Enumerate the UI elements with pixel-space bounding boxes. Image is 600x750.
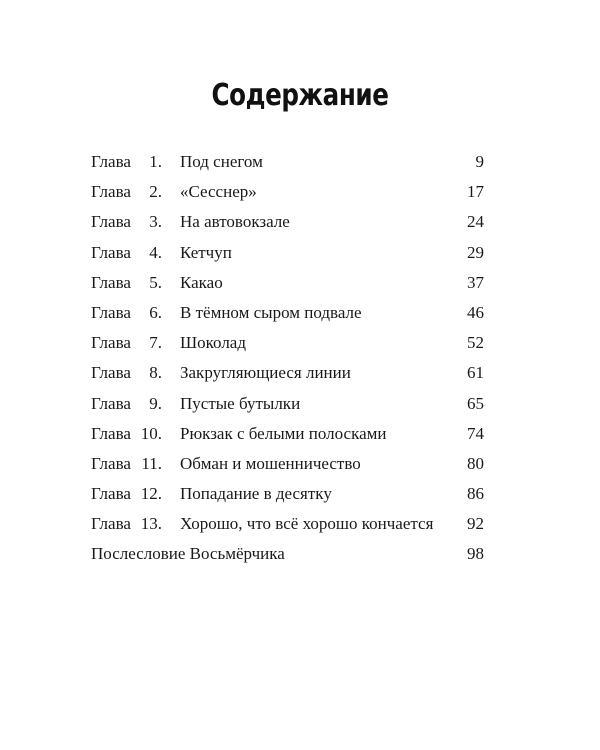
page-number: 9 xyxy=(475,152,484,171)
page-number: 86 xyxy=(467,484,484,504)
chapter-label: Глава xyxy=(91,484,131,504)
chapter-number: 13. xyxy=(140,514,162,534)
page-number: 74 xyxy=(467,423,484,443)
chapter-label: Глава xyxy=(91,514,131,534)
page-number: 80 xyxy=(467,453,484,473)
chapter-title: Пустые бутылки xyxy=(180,393,301,413)
chapter-title: Какао xyxy=(180,272,223,292)
chapter-number: 11. xyxy=(141,453,162,473)
chapter-label: Глава xyxy=(91,302,131,322)
chapter-title: Под снегом xyxy=(180,152,263,171)
toc-entry-7[interactable] xyxy=(91,331,484,361)
toc-entry-1[interactable] xyxy=(91,150,484,180)
toc-entry-12[interactable] xyxy=(91,482,484,512)
page-title: Содержание xyxy=(211,78,389,113)
chapter-number: 6. xyxy=(149,302,162,322)
page-number: 52 xyxy=(467,333,484,353)
chapter-title: Попадание в десятку xyxy=(180,484,332,504)
table-of-contents xyxy=(91,150,484,573)
chapter-label: Глава xyxy=(91,242,131,262)
chapter-label: Глава xyxy=(91,182,131,202)
toc-entry-4[interactable] xyxy=(91,241,484,271)
chapter-number: 10. xyxy=(140,423,162,443)
chapter-title: Закругляющиеся линии xyxy=(180,363,351,383)
chapter-label: Глава xyxy=(91,272,131,292)
toc-entry-9[interactable] xyxy=(91,392,484,422)
chapter-number: 7. xyxy=(149,333,162,353)
chapter-number: 1. xyxy=(149,152,162,171)
chapter-number: 5. xyxy=(149,272,162,292)
page-number: 92 xyxy=(467,514,484,534)
chapter-label: Глава xyxy=(91,333,131,353)
page-number: 24 xyxy=(467,212,484,232)
toc-entry-11[interactable] xyxy=(91,452,484,482)
chapter-title: Хорошо, что всё хорошо кончается xyxy=(180,514,434,534)
toc-entry-10[interactable] xyxy=(91,422,484,452)
toc-entry-afterword[interactable] xyxy=(91,542,484,572)
chapter-label: Глава xyxy=(91,393,131,413)
chapter-title: На автовокзале xyxy=(180,212,290,232)
chapter-number: 12. xyxy=(140,484,162,504)
chapter-number: 3. xyxy=(149,212,162,232)
chapter-number: 8. xyxy=(149,363,162,383)
toc-entry-3[interactable] xyxy=(91,210,484,240)
page-number: 65 xyxy=(467,393,484,413)
page-number: 61 xyxy=(467,363,484,383)
toc-entry-13[interactable] xyxy=(91,512,484,542)
toc-entry-6[interactable] xyxy=(91,301,484,331)
chapter-title: Обман и мошенничество xyxy=(180,453,361,473)
page-number: 98 xyxy=(467,544,484,564)
chapter-title: Рюкзак с белыми полосками xyxy=(180,423,387,443)
page-number: 29 xyxy=(467,242,484,262)
chapter-title: Кетчуп xyxy=(180,242,232,262)
chapter-title: «Сесснер» xyxy=(180,182,257,202)
toc-entry-8[interactable] xyxy=(91,361,484,391)
toc-entry-5[interactable] xyxy=(91,271,484,301)
toc-entry-2[interactable] xyxy=(91,180,484,210)
chapter-title: В тёмном сыром подвале xyxy=(180,302,362,322)
chapter-label: Глава xyxy=(91,152,131,171)
chapter-number: 2. xyxy=(149,182,162,202)
chapter-number: 4. xyxy=(149,242,162,262)
page-number: 37 xyxy=(467,272,484,292)
page-number: 46 xyxy=(467,302,484,322)
chapter-label: Глава xyxy=(91,212,131,232)
chapter-label: Глава xyxy=(91,423,131,443)
chapter-number: 9. xyxy=(149,393,162,413)
chapter-label: Глава xyxy=(91,453,131,473)
afterword-title: Послесловие Восьмёрчика xyxy=(91,544,285,564)
page-number: 17 xyxy=(467,182,484,202)
chapter-title: Шоколад xyxy=(180,333,246,353)
chapter-label: Глава xyxy=(91,363,131,383)
